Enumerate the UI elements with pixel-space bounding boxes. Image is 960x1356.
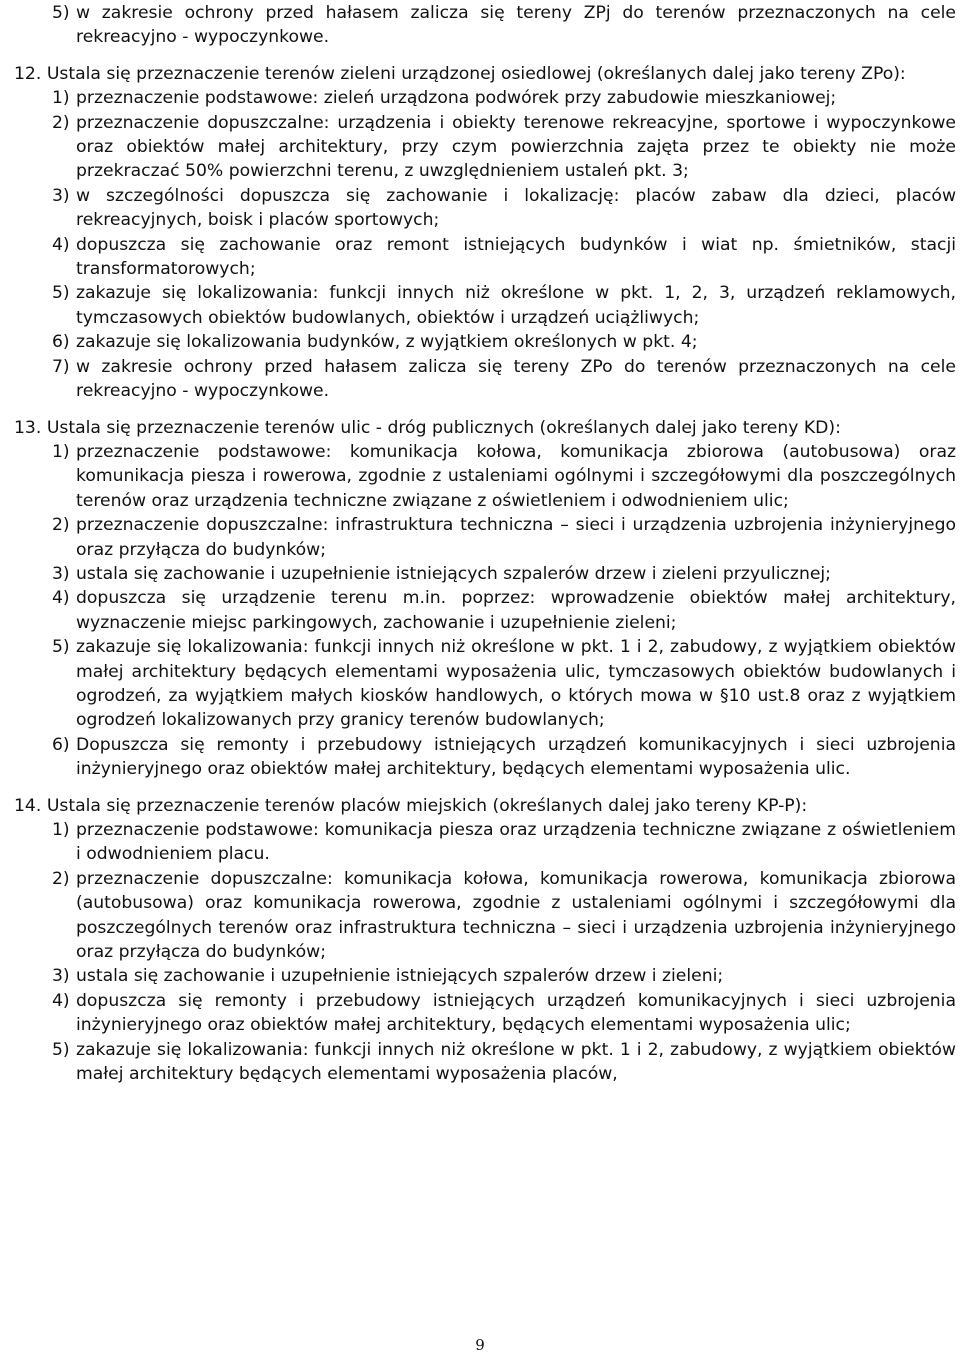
item-text: Dopuszcza się remonty i przebudowy istniejących urządzeń komunikacyjnych i sieci uzbrojenia inżynieryjnego oraz obiektów małej architektury, będących elementami wyposażenia ulic. xyxy=(76,734,956,780)
item-number: 4) xyxy=(52,234,70,255)
list-item xyxy=(0,355,956,404)
page-number: 9 xyxy=(475,1336,485,1354)
list-item xyxy=(0,635,956,733)
section-number: 14. xyxy=(14,795,42,816)
item-text: przeznaczenie podstawowe: komunikacja piesza oraz urządzenia techniczne związane z oświetleniem i odwodnieniem placu. xyxy=(76,820,956,865)
list-item xyxy=(0,562,956,586)
section-14 xyxy=(0,794,960,1087)
item-text: zakazuje się lokalizowania: funkcji innych niż określone w pkt. 1 i 2, zabudowy, z wyjątkiem obiektów małej architektury będących elementami wyposażenia ulic, tymczasowych obiektów budowlanych i ogrodzeń, za wyjątkiem małych kiosków handlowych, o których mowa w §10 ust.8 oraz z wyjątkiem ogrodzeń lokalizowanych przy granicy terenów budowlanych; xyxy=(76,637,956,731)
list-item xyxy=(0,733,956,782)
list-item xyxy=(0,330,956,354)
item-text: przeznaczenie podstawowe: zieleń urządzona podwórek przy zabudowie mieszkaniowej; xyxy=(76,88,837,109)
list-item xyxy=(0,184,956,233)
section-title: Ustala się przeznaczenie terenów placów miejskich (określanych dalej jako tereny KP-P): xyxy=(46,795,808,816)
list-item xyxy=(0,989,956,1038)
item-text: przeznaczenie dopuszczalne: infrastruktura techniczna – sieci i urządzenia uzbrojenia inżynieryjnego oraz przyłącza do budynków; xyxy=(76,515,956,560)
item-number: 3) xyxy=(52,966,70,987)
item-text: przeznaczenie podstawowe: komunikacja kołowa, komunikacja zbiorowa (autobusowa) oraz komunikacja piesza i rowerowa, zgodnie z ustaleniami ogólnymi i szczegółowymi dla poszczególnych terenów oraz urządzenia techniczne związane z oświetleniem i odwodnieniem ulic; xyxy=(76,441,956,511)
list-item xyxy=(0,586,956,635)
item-number: 3) xyxy=(52,185,70,206)
list-item xyxy=(0,964,956,988)
item-text: zakazuje się lokalizowania: funkcji innych niż określone w pkt. 1 i 2, zabudowy, z wyjątkiem obiektów małej architektury będących elementami wyposażenia placów, xyxy=(76,1039,956,1085)
section-12 xyxy=(0,62,960,404)
item-text: w zakresie ochrony przed hałasem zalicza się tereny ZPj do terenów przeznaczonych na cele rekreacyjno - wypoczynkowe. xyxy=(76,3,956,48)
item-number: 4) xyxy=(52,588,70,609)
list-item xyxy=(0,440,956,513)
list-item xyxy=(0,86,956,110)
item-number: 3) xyxy=(52,563,70,584)
previous-section-continuation xyxy=(0,1,960,50)
item-number: 2) xyxy=(52,868,70,889)
item-text: dopuszcza się urządzenie terenu m.in. poprzez: wprowadzenie obiektów małej architektury, wyznaczenie miejsc parkingowych, zachowanie i uzupełnienie zieleni; xyxy=(76,588,956,633)
section-number: 12. xyxy=(14,63,42,84)
item-number: 1) xyxy=(52,441,70,462)
item-text: w szczególności dopuszcza się zachowanie i lokalizację: placów zabaw dla dzieci, placów rekreacyjnych, boisk i placów sportowych; xyxy=(76,185,956,231)
section-title: Ustala się przeznaczenie terenów ulic - dróg publicznych (określanych dalej jako tereny KD): xyxy=(46,417,841,438)
item-number: 6) xyxy=(52,734,70,755)
list-item xyxy=(0,513,956,562)
list-item xyxy=(0,1,956,50)
item-text: przeznaczenie dopuszczalne: komunikacja kołowa, komunikacja rowerowa, komunikacja zbiorowa (autobusowa) oraz komunikacja rowerowa, zgodnie z ustaleniami ogólnymi i szczegółowymi dla poszczególnych terenów oraz infrastruktura techniczna – sieci i urządzenia uzbrojenia inżynieryjnego oraz przyłącza do budynków; xyxy=(76,868,956,963)
section-heading xyxy=(14,62,956,86)
item-text: zakazuje się lokalizowania budynków, z wyjątkiem określonych w pkt. 4; xyxy=(76,332,698,353)
item-number: 2) xyxy=(52,515,70,536)
item-number: 2) xyxy=(52,112,70,133)
item-number: 5) xyxy=(52,283,70,304)
item-number: 5) xyxy=(52,1039,70,1060)
item-number: 6) xyxy=(52,332,70,353)
list-item xyxy=(0,233,956,282)
section-heading xyxy=(14,794,956,818)
list-item xyxy=(0,818,956,867)
section-heading xyxy=(14,416,956,440)
item-text: w zakresie ochrony przed hałasem zalicza się tereny ZPo do terenów przeznaczonych na cele rekreacyjno - wypoczynkowe. xyxy=(76,356,956,402)
item-number: 4) xyxy=(52,990,70,1011)
item-number: 1) xyxy=(52,820,70,840)
item-text: dopuszcza się remonty i przebudowy istniejących urządzeń komunikacyjnych i sieci uzbrojenia inżynieryjnego oraz obiektów małej architektury, będących elementami wyposażenia ulic; xyxy=(76,990,956,1036)
item-number: 5) xyxy=(52,3,70,23)
item-text: zakazuje się lokalizowania: funkcji innych niż określone w pkt. 1, 2, 3, urządzeń reklamowych, tymczasowych obiektów budowlanych, obiektów i urządzeń uciążliwych; xyxy=(76,283,956,328)
list-item xyxy=(0,867,956,965)
item-number: 5) xyxy=(52,637,70,658)
item-text: dopuszcza się zachowanie oraz remont istniejących budynków i wiat np. śmietników, stacji transformatorowych; xyxy=(76,234,956,280)
section-title: Ustala się przeznaczenie terenów zieleni urządzonej osiedlowej (określanych dalej jako tereny ZPo): xyxy=(46,63,906,84)
list-item xyxy=(0,281,956,330)
item-text: ustala się zachowanie i uzupełnienie istniejących szpalerów drzew i zieleni; xyxy=(76,966,724,987)
section-13 xyxy=(0,416,960,782)
item-text: ustala się zachowanie i uzupełnienie istniejących szpalerów drzew i zieleni przyulicznej; xyxy=(76,563,831,584)
list-item xyxy=(0,1038,956,1087)
item-number: 1) xyxy=(52,88,70,109)
section-number: 13. xyxy=(14,417,42,438)
list-item xyxy=(0,111,956,184)
item-text: przeznaczenie dopuszczalne: urządzenia i obiekty terenowe rekreacyjne, sportowe i wypoczynkowe oraz obiektów małej architektury, przy czym powierzchnia zajęta przez te obiekty nie może przekraczać 50% powierzchni terenu, z uwzględnieniem ustaleń pkt. 3; xyxy=(76,112,956,182)
item-number: 7) xyxy=(52,356,70,377)
